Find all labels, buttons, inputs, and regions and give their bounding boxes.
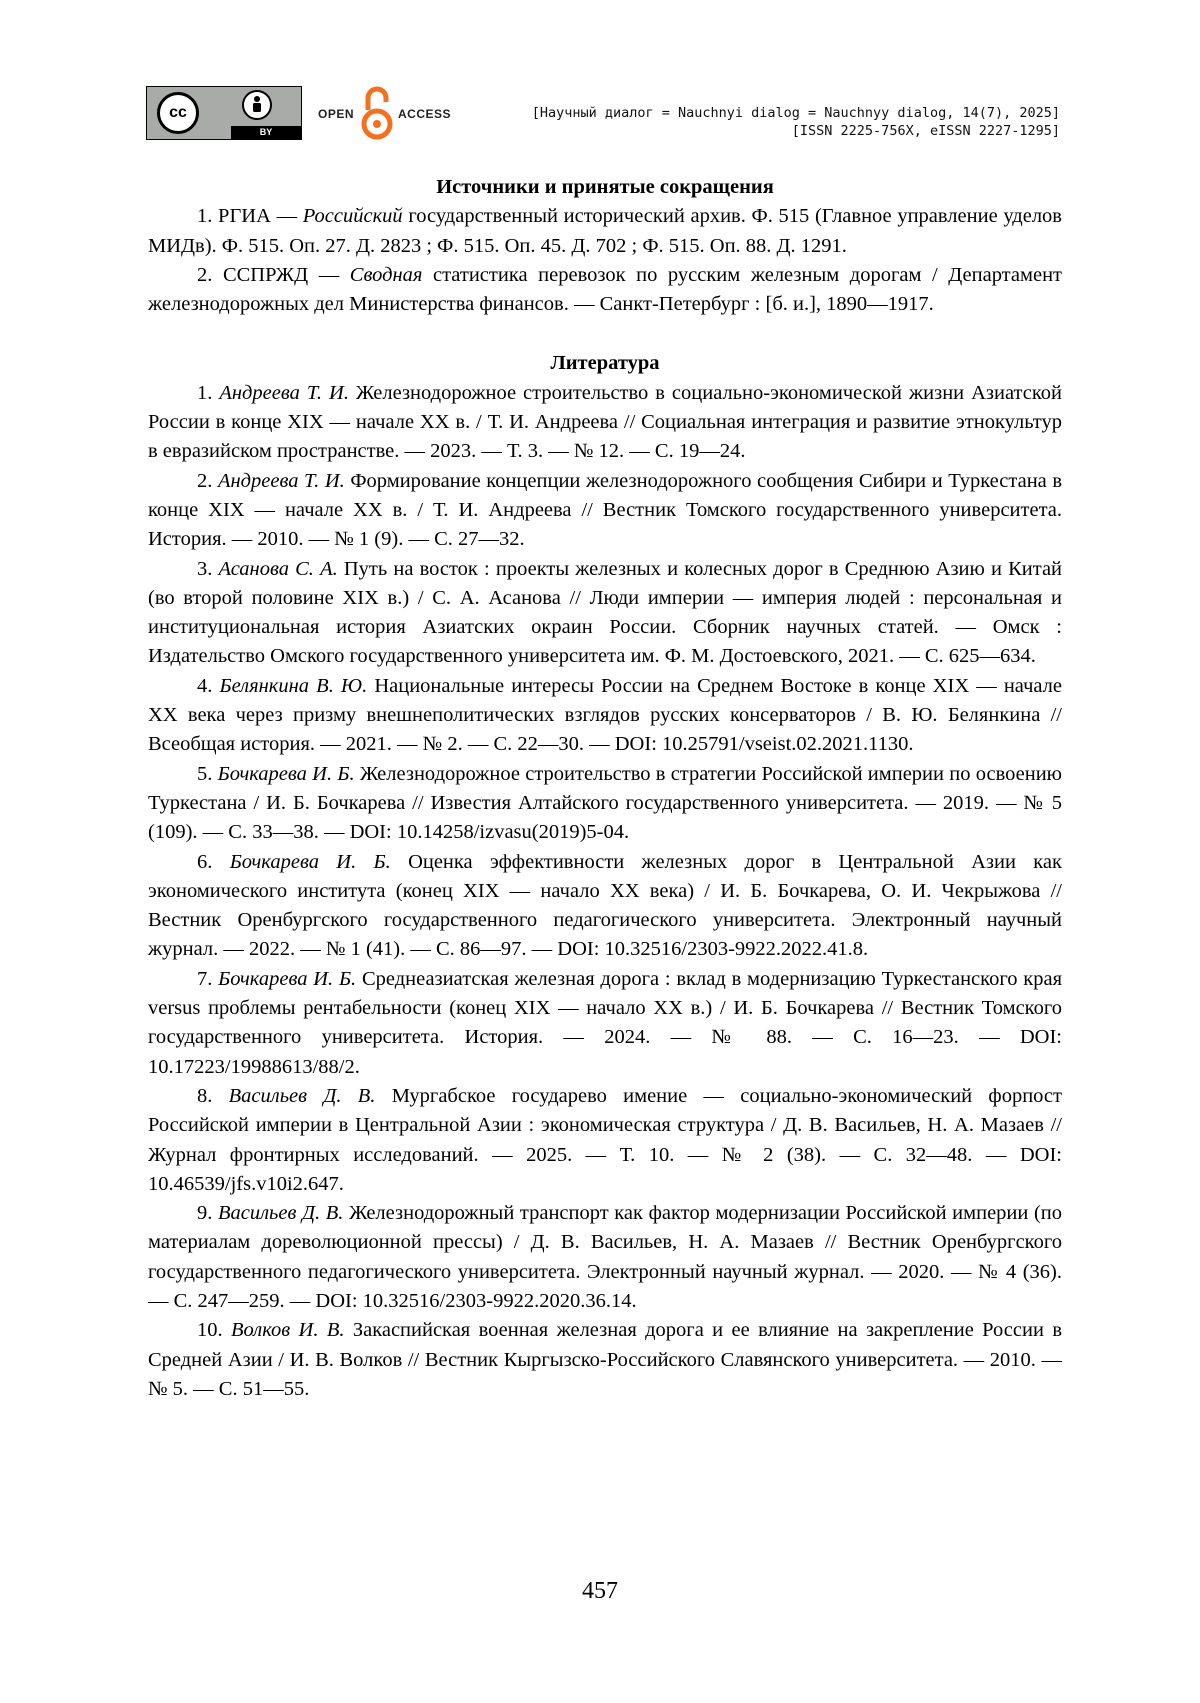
entry-number: 6.: [197, 850, 213, 873]
entry-author: Бочкарева И. Б.: [218, 967, 357, 990]
entry-number: 5.: [197, 762, 213, 785]
entry-author: Андреева Т. И.: [219, 381, 349, 404]
entry-text: Национальные интересы России на Среднем Востоке в конце XIX — начале XX века через призму внешнеполитических взглядов русских консерваторов / В. Ю. Белянкина // Всеобщая история. — 2021. — № 2. — С. 22—30. — DOI: 10.25791/vseist.02.2021.1130.: [148, 674, 1063, 756]
source-italic-word: Российский: [302, 205, 403, 228]
entry-number: 2.: [197, 469, 213, 492]
entry-text: государственный исторический архив. Ф. 515 (Главное управление уделов МИДв). Ф. 515. Оп. 27. Д. 2823 ; Ф. 515. Оп. 45. Д. 702 ; Ф. 515. Оп. 88. Д. 1291.: [148, 205, 1062, 257]
entry-text: Путь на восток : проекты железных и колесных дорог в Среднюю Азию и Китай (во второй половине XIX в.) / С. А. Асанова // Люди империи — империя людей : персональная и институциональная история Азиатских окраин России. Сборник научных статей. — Омск : Издательство Омского государственного университета им. Ф. М. Достоевского, 2021. — С. 625—634.: [148, 557, 1063, 668]
entry-author: Васильев Д. В.: [228, 1084, 376, 1107]
source-entry: [148, 261, 1062, 320]
entry-author: Бочкарева И. Б.: [229, 850, 391, 873]
entry-text: Железнодорожное строительство в стратегии Российской империи по освоению Туркестана / И. Б. Бочкарева // Известия Алтайского государственного университета. — 2019. — № 5 (109). — С. 33—38. — DOI: 10.14258/izvasu(2019)5-04.: [148, 762, 1062, 844]
entry-number: 10.: [197, 1319, 223, 1342]
sources-list: [148, 202, 1062, 319]
journal-title-line: [Научный диалог = Nauchnyi dialog = Nauchnyy dialog, 14(7), 2025]: [531, 105, 1060, 121]
entry-author: Асанова С. А.: [218, 557, 338, 580]
entry-number: 1.: [197, 381, 213, 404]
entry-number: 7.: [197, 967, 213, 990]
literature-entry: [148, 760, 1062, 848]
entry-author: Бочкарева И. Б.: [217, 762, 355, 785]
source-entry: [148, 202, 1062, 261]
sources-heading: Источники и принятые сокращения: [436, 176, 774, 198]
cc-icon: cc: [157, 92, 199, 134]
open-access-logo[interactable]: [318, 84, 463, 142]
journal-citation: [532, 104, 1060, 140]
literature-entry: [148, 672, 1062, 760]
literature-entry: [148, 848, 1062, 965]
entry-text: Закаспийская военная железная дорога и ее влияние на закрепление России в Средней Азии / И. В. Волков // Вестник Кыргызско-Российского Славянского университета. — 2010. — № 5. — С. 51—55.: [148, 1319, 1062, 1400]
cc-by-license-badge[interactable]: [146, 86, 302, 140]
entry-number: 2.: [197, 263, 213, 286]
open-access-word-access: ACCESS: [398, 107, 452, 121]
entry-author: Васильев Д. В.: [217, 1202, 344, 1225]
entry-text: Железнодорожное строительство в социально-экономической жизни Азиатской России в конце XIX — начале XX в. / Т. И. Андреева // Социальная интеграция и развитие этнокультур в евразийском пространстве. — 2023. — Т. 3. — № 12. — С. 19—24.: [148, 381, 1062, 463]
entry-text: Формирование концепции железнодорожного сообщения Сибири и Туркестана в конце XIX — начале XX в. / Т. И. Андреева // Вестник Томского государственного университета. История. — 2010. — № 1 (9). — С. 27—32.: [148, 469, 1063, 551]
journal-issn-line: [ISSN 2225-756X, eISSN 2227-1295]: [791, 123, 1060, 139]
literature-heading: Литература: [550, 352, 660, 375]
open-lock-icon: [360, 84, 394, 142]
main-content: [148, 173, 1062, 1404]
entry-number: 9.: [197, 1202, 213, 1225]
entry-author: Белянкина В. Ю.: [219, 674, 368, 697]
entry-text: Мургабское государево имение — социально-экономический форпост Российской империи в Центральной Азии : экономическая структура / Д. В. Васильев, Н. А. Мазаев // Журнал фронтирных исследований. — 2025. — Т. 10. — № 2 (38). — С. 32—48. — DOI: 10.46539/jfs.v10i2.647.: [148, 1084, 1062, 1195]
entry-text: Железнодорожный транспорт как фактор модернизации Российской империи (по материалам дореволюционной прессы) / Д. В. Васильев, Н. А. Мазаев // Вестник Оренбургского государственного педагогического университета. Электронный научный журнал. — 2020. — № 4 (36). — С. 247—259. — DOI: 10.32516/2303-9922.2020.36.14.: [148, 1202, 1063, 1312]
entry-text: статистика перевозок по русским железным дорогам / Департамент железнодорожных дел Министерства финансов. — Санкт-Петербург : [б. и.], 1890—1917.: [148, 263, 1062, 316]
page-number: 457: [582, 1578, 618, 1604]
literature-entry: [148, 467, 1062, 555]
attribution-person-icon: [242, 90, 272, 120]
source-abbreviation: ССПРЖД —: [222, 263, 350, 286]
literature-entry: [148, 379, 1062, 467]
entry-text: Оценка эффективности железных дорог в Центральной Азии как экономического института (конец XIX — начало XX века) / И. Б. Бочкарева, О. И. Чекрыжова // Вестник Оренбургского государственного педагогического университета. Электронный научный журнал. — 2022. — № 1 (41). — С. 86—97. — DOI: 10.32516/2303-9922.2022.41.8.: [148, 850, 1062, 961]
literature-entry: [148, 1199, 1062, 1316]
entry-number: 3.: [197, 557, 213, 580]
open-access-word-open: OPEN: [318, 107, 355, 121]
entry-text: Среднеазиатская железная дорога : вклад в модернизацию Туркестанского края versus проблемы рентабельности (конец XIX — начало XX в.) / И. Б. Бочкарева // Вестник Томского государственного университета. История. — 2024. — № 88. — С. 16—23. — DOI: 10.17223/19988613/88/2.: [148, 967, 1062, 1078]
page-header: [146, 84, 1060, 144]
entry-number: 1.: [197, 205, 213, 228]
literature-entry: [148, 965, 1062, 1082]
source-abbreviation: РГИА —: [218, 205, 303, 228]
entry-number: 4.: [197, 674, 213, 697]
literature-entry: [148, 1082, 1062, 1199]
entry-author: Андреева Т. И.: [217, 469, 345, 492]
source-italic-word: Сводная: [349, 263, 423, 286]
literature-list: [148, 379, 1062, 1404]
literature-entry: [148, 555, 1062, 672]
literature-entry: [148, 1316, 1062, 1404]
entry-number: 8.: [197, 1084, 213, 1107]
by-label: BY: [231, 126, 301, 139]
entry-author: Волков И. В.: [231, 1319, 345, 1342]
